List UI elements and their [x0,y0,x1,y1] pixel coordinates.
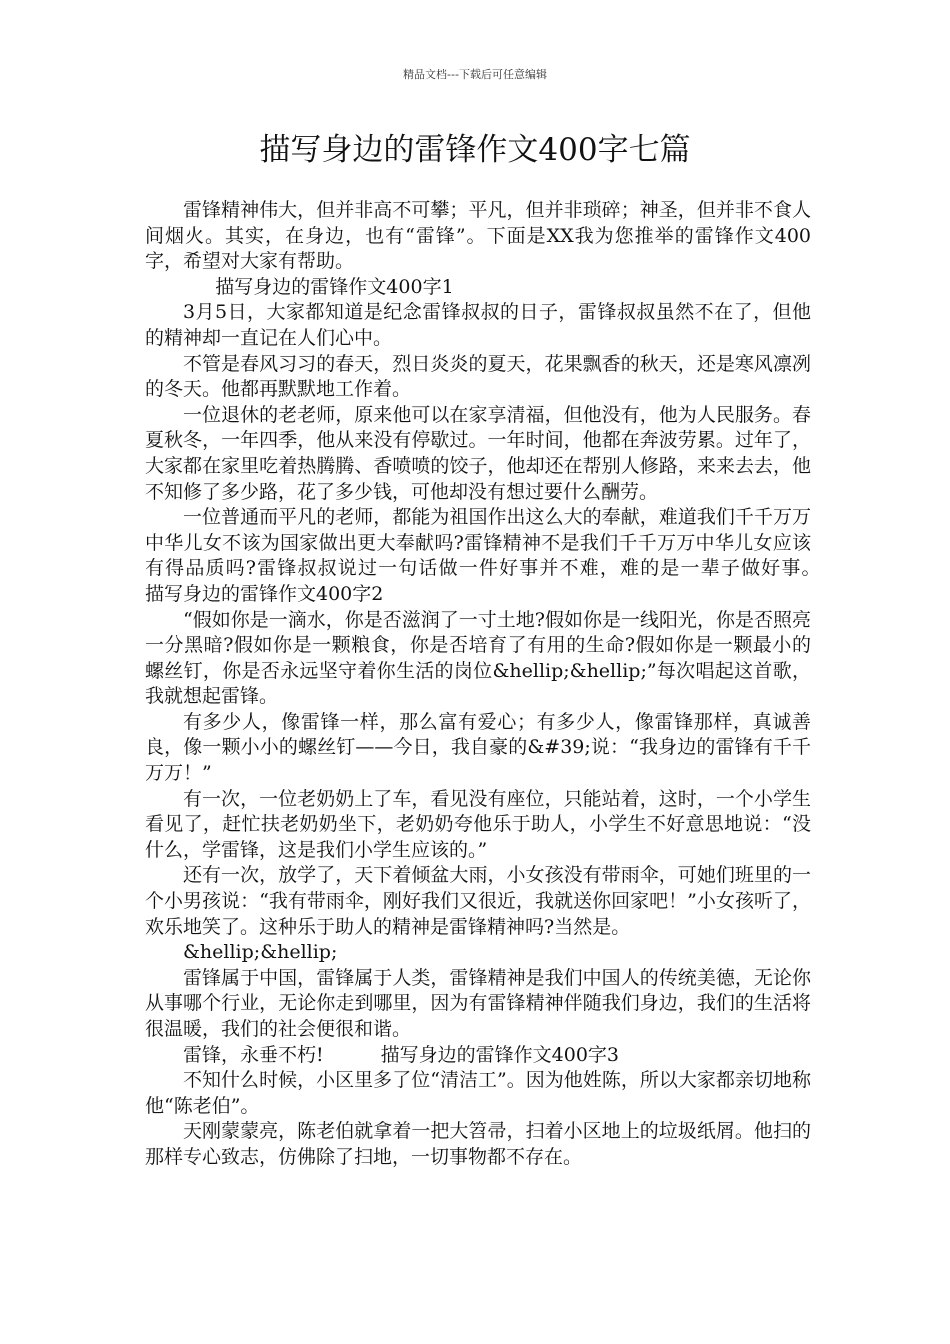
page-header-note: 精品文档---下载后可任意编辑 [403,68,547,81]
document-body [145,198,869,1171]
intro-paragraph: 雷锋精神伟大，但并非高不可攀；平凡，但并非琐碎；神圣，但并非不食人间烟火。其实，在身边，也有“雷锋”。下面是XX我为您推举的雷锋作文400字，希望对大家有帮助。 [145,199,811,273]
document-title: 描写身边的雷锋作文400字七篇 [259,132,691,168]
body-paragraph: 有多少人，像雷锋一样，那么富有爱心；有多少人，像雷锋那样，真诚善良，像一颗小小的螺丝钉——今日，我自豪的&#39;说：“我身边的雷锋有千千万万！” [145,710,811,785]
body-paragraph: 3月5日，大家都知道是纪念雷锋叔叔的日子，雷锋叔叔虽然不在了，但他的精神却一直记在人们心中。 [145,301,811,349]
body-paragraph: 有一次，一位老奶奶上了车，看见没有座位，只能站着，这时，一个小学生看见了，赶忙扶老奶奶坐下，老奶奶夸他乐于助人，小学生不好意思地说：“没什么，学雷锋，这是我们小学生应该的。” [145,787,811,861]
body-paragraph: 天刚蒙蒙亮，陈老伯就拿着一把大笤帚，扫着小区地上的垃圾纸屑。他扫的那样专心致志，仿佛除了扫地，一切事物都不存在。 [145,1120,811,1168]
section-heading-1: 描写身边的雷锋作文400字1 [215,275,454,298]
ellipsis-paragraph: &hellip;&hellip; [183,941,338,964]
body-paragraph: 雷锋属于中国，雷锋属于人类，雷锋精神是我们中国人的传统美德，无论你从事哪个行业，无论你走到哪里，因为有雷锋精神伴随我们身边，我们的生活将很温暖，我们的社会便很和谐。 [145,966,811,1040]
body-paragraph: 一位普通而平凡的老师，都能为祖国作出这么大的奉献，难道我们千千万万中华儿女不该为国家做出更大奉献吗?雷锋精神不是我们千千万万中华儿女应该有得品质吗?雷锋叔叔说过一句话做一件好事并不难，难的是一辈子做好事。 描写身边的雷锋作文400字2 [145,506,869,605]
body-paragraph: 还有一次，放学了，天下着倾盆大雨，小女孩没有带雨伞，可她们班里的一个小男孩说：“我有带雨伞，刚好我们又很近，我就送你回家吧！”小女孩听了，欢乐地笑了。这种乐于助人的精神是雷锋精神吗?当然是。 [145,864,811,938]
body-paragraph: 不管是春风习习的春天，烈日炎炎的夏天，花果飘香的秋天，还是寒风凛冽的冬天。他都再默默地工作着。 [145,352,811,401]
body-paragraph: 不知什么时候，小区里多了位“清洁工”。因为他姓陈，所以大家都亲切地称他“陈老伯”。 [145,1069,811,1117]
body-paragraph: 雷锋，永垂不朽! 描写身边的雷锋作文400字3 [183,1043,619,1066]
body-paragraph: “假如你是一滴水，你是否滋润了一寸土地?假如你是一线阳光，你是否照亮一分黑暗?假如你是一颗粮食，你是否培育了有用的生命?假如你是一颗最小的螺丝钉，你是否永远坚守着你生活的岗位&hellip;&hellip;”每次唱起这首歌，我就想起雷锋。 [145,608,811,708]
body-paragraph: 一位退休的老老师，原来他可以在家享清福，但他没有，他为人民服务。春夏秋冬，一年四季，他从来没有停歇过。一年时间，他都在奔波劳累。过年了，大家都在家里吃着热腾腾、香喷喷的饺子，他却还在帮别人修路，来来去去，他不知修了多少路，花了多少钱，可他却没有想过要什么酬劳。 [145,403,811,503]
